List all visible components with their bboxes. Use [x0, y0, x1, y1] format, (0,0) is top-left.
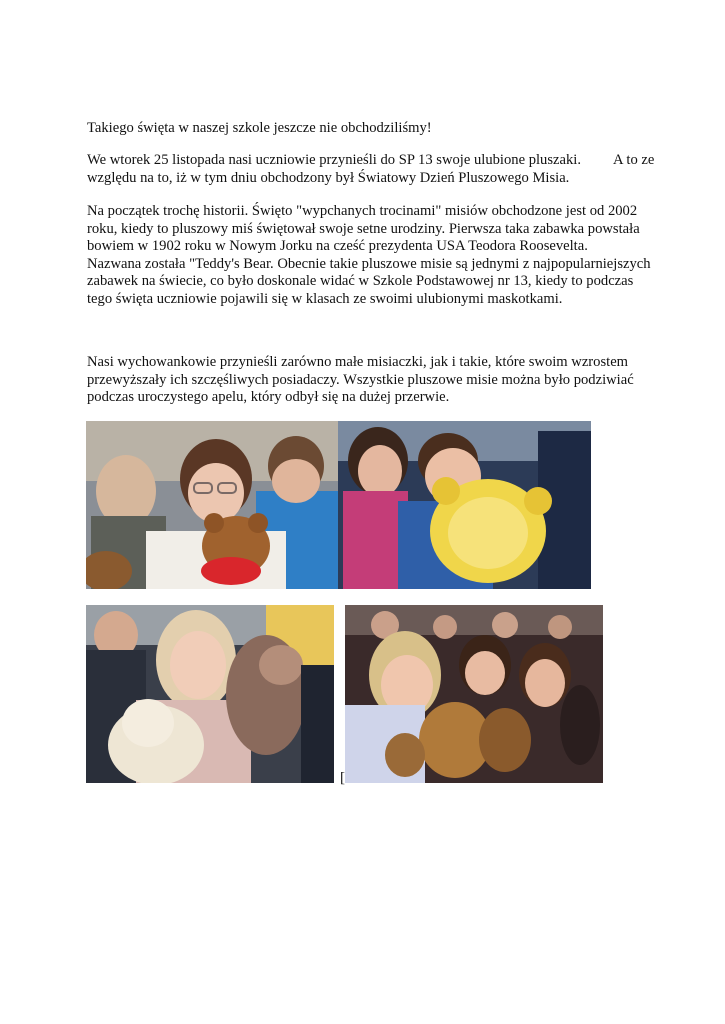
photo-group-with-teddies — [345, 605, 603, 783]
photo-children-yellow-plush — [338, 421, 591, 589]
photo-girl-with-lamb — [86, 605, 334, 783]
paragraph-intro: We wtorek 25 listopada nasi uczniowie przynieśli do SP 13 swoje ulubione pluszaki. A to ze względu na to, iż w tym dniu obchodzony był Światowy Dzień Pluszowego Misia. — [87, 152, 659, 186]
paragraph-assembly: Nasi wychowankowie przynieśli zarówno małe misiaczki, jak i takie, które swoim wzrostem przewyższały ich szczęśliwych posiadaczy. Wszystkie pluszowe misie można było podziwiać podczas uroczystego apelu, który odbył się na dużej przerwie. — [87, 354, 638, 405]
article-title: Takiego święta w naszej szkole jeszcze nie obchodziliśmy! — [87, 120, 432, 136]
paragraph-history: Na początek trochę historii. Święto "wypchanych trocinami" misiów obchodzone jest od 2002 roku, kiedy to pluszowy miś świętował swoje setne urodziny. Pierwsza taka zabawka powstała bowiem w 1902 roku w Nowym Jorku na cześć prezydenta USA Teodora Roosevelta. Nazwana została "Teddy's Bear. Obecnie takie pluszowe misie są jednymi z najpopularniejszych zabawek na świecie, co było doskonale widać w Szkole Podstawowej nr 13, kiedy to podczas tego święta uczniowie pojawili się w klasach ze swoimi ulubionymi maskotkami. — [87, 203, 651, 307]
stray-bracket: [ — [340, 770, 345, 786]
photo-girl-with-teddy — [86, 421, 338, 589]
